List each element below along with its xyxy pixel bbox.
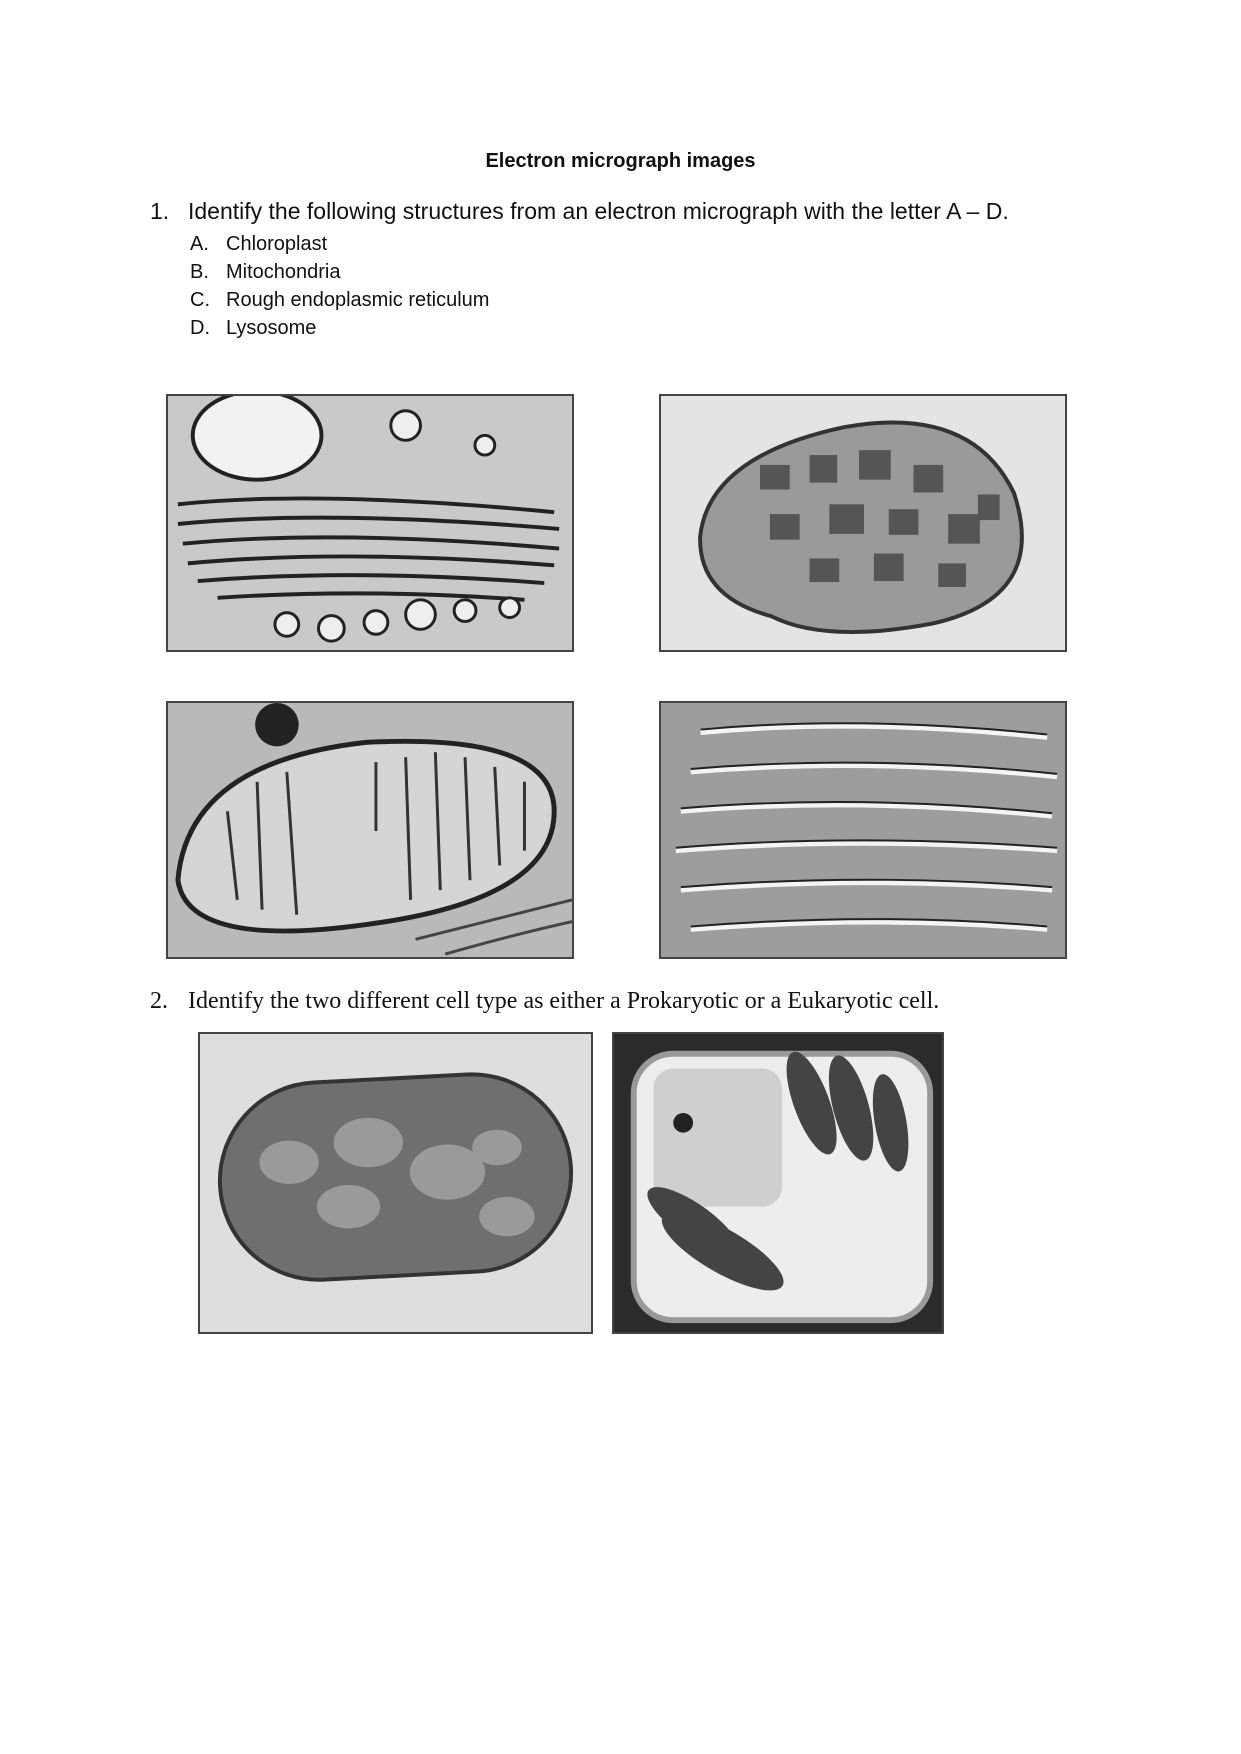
option-letter: A. [190, 233, 209, 255]
micrograph-mitochondrion-image [166, 701, 574, 959]
option-label: Mitochondria [226, 261, 341, 283]
option-label: Rough endoplasmic reticulum [226, 289, 490, 311]
question-2-text: Identify the two different cell type as either a Prokaryotic or a Eukaryotic cell. [188, 988, 940, 1014]
question-1-number: 1. [150, 198, 170, 224]
option-letter: D. [190, 317, 210, 339]
micrograph-rough-er-image [659, 701, 1067, 959]
option-label: Lysosome [226, 317, 317, 339]
micrograph-golgi-image [166, 394, 574, 652]
option-letter: C. [190, 289, 210, 311]
page-title: Electron micrograph images [485, 150, 756, 172]
option-letter: B. [190, 261, 209, 283]
question-2-number: 2. [150, 988, 168, 1014]
micrograph-plant-cell-image [612, 1032, 944, 1334]
micrograph-bacterium-image [198, 1032, 593, 1334]
option-label: Chloroplast [226, 233, 328, 255]
micrograph-chloroplast-image [659, 394, 1067, 652]
question-1-text: Identify the following structures from an electron micrograph with the letter A – D. [188, 198, 1009, 224]
